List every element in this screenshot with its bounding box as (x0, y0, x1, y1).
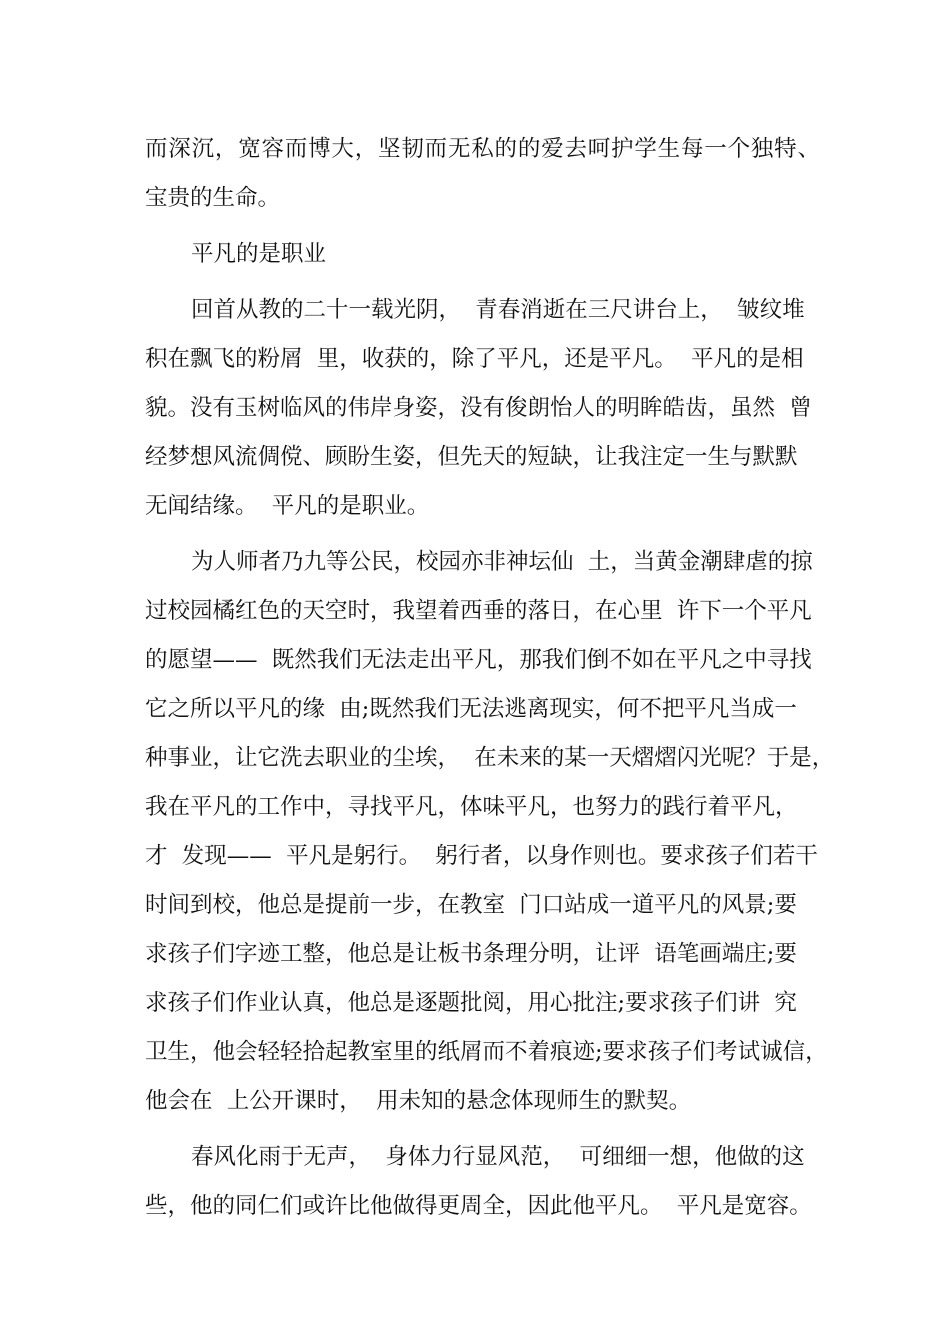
text-line: 才 发现—— 平凡是躬行。 躬行者，以身作则也。要求孩子们若干 (145, 843, 818, 869)
text-line: 些，他的同仁们或许比他做得更周全，因此他平凡。 平凡是宽容。 (145, 1193, 812, 1219)
text-line: 经梦想风流倜傥、顾盼生姿，但先天的短缺，让我注定一生与默默 (145, 444, 798, 470)
text-line: 宝贵的生命。 (145, 185, 281, 211)
text-line: 时间到校，他总是提前一步，在教室 门口站成一道平凡的风景;要 (145, 892, 797, 918)
text-line: 求孩子们字迹工整，他总是让板书条理分明，让评 语笔画端庄;要 (145, 941, 797, 967)
text-line: 的愿望—— 既然我们无法走出平凡，那我们倒不如在平凡之中寻找 (145, 647, 812, 673)
section-heading: 平凡的是职业 (191, 241, 327, 267)
text-line: 春风化雨于无声， 身体力行显风范， 可细细一想，他做的这 (191, 1144, 805, 1170)
document-body (145, 125, 835, 1231)
text-line: 过校园橘红色的天空时，我望着西垂的落日，在心里 许下一个平凡 (145, 598, 812, 624)
text-line: 求孩子们作业认真，他总是逐题批阅，用心批注;要求孩子们讲 究 (145, 990, 797, 1016)
text-line: 种事业，让它洗去职业的尘埃， 在未来的某一天熠熠闪光呢？于是， (145, 745, 835, 771)
text-line: 我在平凡的工作中，寻找平凡，体味平凡，也努力的践行着平凡， (145, 794, 798, 820)
text-line: 为人师者乃九等公民，校园亦非神坛仙 土，当黄金潮肆虐的掠 (191, 549, 813, 575)
text-line: 它之所以平凡的缘 由;既然我们无法逃离现实，何不把平凡当成一 (145, 696, 797, 722)
text-line: 貌。没有玉树临风的伟岸身姿，没有俊朗怡人的明眸皓齿，虽然 曾 (145, 395, 812, 421)
text-line: 积在飘飞的粉屑 里，收获的，除了平凡，还是平凡。 平凡的是相 (145, 346, 804, 372)
text-line: 而深沉，宽容而博大，坚韧而无私的的爱去呵护学生每一个独特、 (145, 136, 820, 162)
text-line: 无闻结缘。 平凡的是职业。 (145, 493, 430, 519)
text-line: 卫生，他会轻轻拾起教室里的纸屑而不着痕迹;要求孩子们考试诚信， (145, 1039, 828, 1065)
text-line: 回首从教的二十一载光阴， 青春消逝在三尺讲台上， 皱纹堆 (191, 297, 805, 323)
text-line: 他会在 上公开课时， 用未知的悬念体现师生的默契。 (145, 1088, 692, 1114)
